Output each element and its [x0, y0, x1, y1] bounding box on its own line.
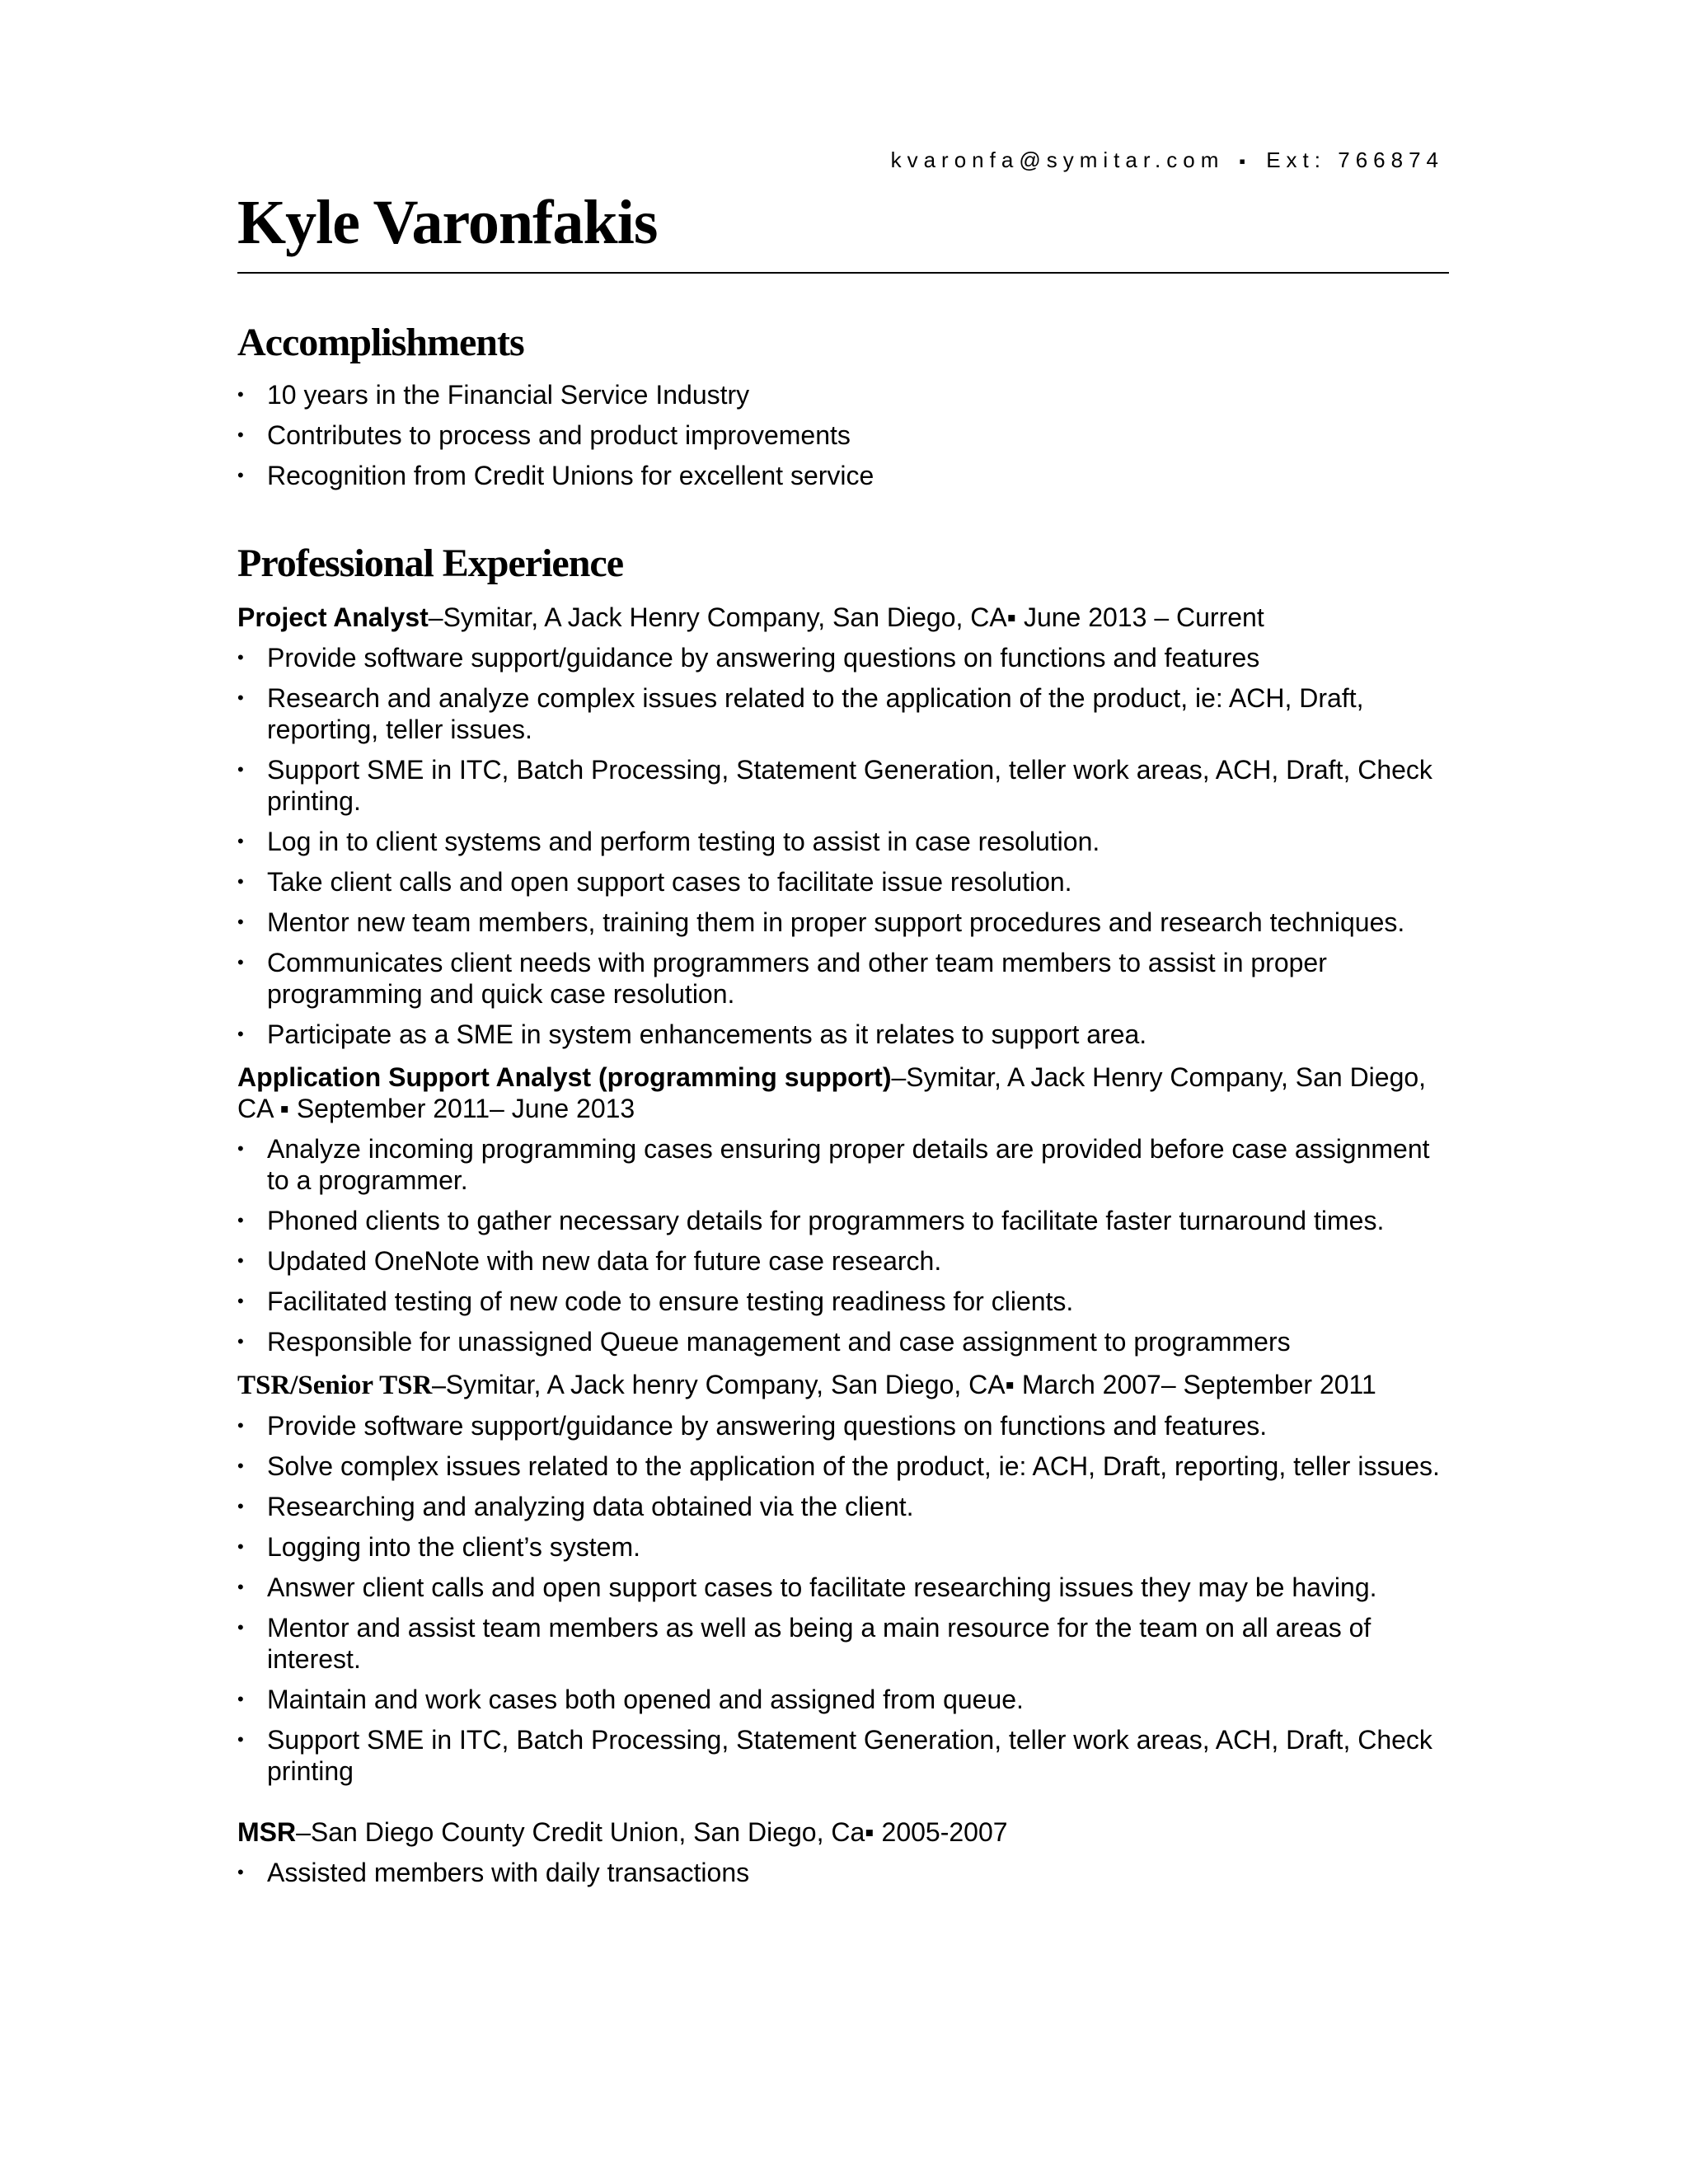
list-item: • Support SME in ITC, Batch Processing, Statement Generation, teller work areas, ACH, Draft, Check printing: [237, 1725, 1432, 1786]
header-divider: [237, 272, 1449, 274]
bullet-icon: •: [237, 871, 244, 892]
list-item: • Researching and analyzing data obtained via the client.: [237, 1492, 914, 1521]
list-item: • Mentor and assist team members as well as being a main resource for the team on all areas of interest.: [237, 1613, 1372, 1674]
bullet-icon: •: [237, 1496, 244, 1516]
bullet-icon: •: [237, 1577, 244, 1597]
bullet-icon: •: [237, 1536, 244, 1557]
list-item: • Participate as a SME in system enhancements as it relates to support area.: [237, 1019, 1147, 1049]
candidate-name: Kyle Varonfakis: [237, 188, 658, 257]
bullet-icon: •: [237, 1250, 244, 1271]
bullet-icon: •: [237, 1415, 244, 1436]
job-title: Application Support Analyst (programming support): [237, 1062, 892, 1092]
bullet-icon: •: [237, 647, 244, 668]
list-item: • Maintain and work cases both opened and assigned from queue.: [237, 1685, 1024, 1714]
job-heading: [237, 1062, 1449, 1124]
resume-page: [237, 145, 1449, 1888]
list-item: • Logging into the client’s system.: [237, 1532, 640, 1562]
bullet-icon: •: [237, 1331, 244, 1352]
list-item: • Research and analyze complex issues related to the application of the product, ie: ACH, Draft, reporting, teller issues.: [237, 683, 1364, 744]
job-title: MSR: [237, 1817, 297, 1847]
bullet-icon: •: [237, 687, 244, 708]
bullet-icon: •: [237, 384, 244, 405]
job-duties-list: [237, 1857, 1449, 1888]
bullet-icon: •: [237, 952, 244, 972]
list-item: • Phoned clients to gather necessary details for programmers to facilitate faster turnaround times.: [237, 1206, 1385, 1235]
job-details: –Symitar, A Jack Henry Company, San Diego, CA ▪ September 2011– June 2013: [237, 1062, 1427, 1123]
job-title: TSR/Senior TSR–: [237, 1371, 446, 1400]
bullet-icon: •: [237, 1862, 244, 1882]
list-item: • Provide software support/guidance by answering questions on functions and features: [237, 643, 1260, 673]
bullet-icon: •: [237, 759, 244, 780]
list-item: • Solve complex issues related to the application of the product, ie: ACH, Draft, reporting, teller issues.: [237, 1451, 1440, 1481]
accomplishments-heading: Accomplishments: [237, 321, 524, 364]
list-item: • Analyze incoming programming cases ensuring proper details are provided before case assignment to a programmer.: [237, 1134, 1430, 1195]
list-item: • Communicates client needs with programmers and other team members to assist in proper programming and quick case resolution.: [237, 948, 1327, 1009]
accomplishments-list: [237, 379, 1449, 491]
bullet-icon: •: [237, 912, 244, 932]
list-item: • Responsible for unassigned Queue management and case assignment to programmers: [237, 1327, 1291, 1357]
job-details: –San Diego County Credit Union, San Diego, Ca▪ 2005-2007: [296, 1817, 1008, 1847]
job-details: Symitar, A Jack henry Company, San Diego, CA▪ March 2007– September 2011: [445, 1370, 1376, 1399]
job-duties-list: [237, 1133, 1449, 1357]
job-heading: [237, 1816, 1449, 1848]
list-item: • Assisted members with daily transactions: [237, 1858, 750, 1887]
bullet-icon: •: [237, 465, 244, 485]
bullet-icon: •: [237, 1455, 244, 1476]
job-duties-list: [237, 642, 1449, 1050]
job-heading: [237, 1369, 1449, 1401]
list-item: • 10 years in the Financial Service Industry: [237, 380, 750, 410]
bullet-icon: •: [237, 1291, 244, 1311]
list-item: • Answer client calls and open support cases to facilitate researching issues they may be having.: [237, 1572, 1377, 1602]
contact-extension: Ext: 766874: [1266, 148, 1444, 172]
list-item: • Mentor new team members, training them in proper support procedures and research techniques.: [237, 907, 1405, 937]
bullet-icon: •: [237, 1210, 244, 1230]
job-title: Project Analyst: [237, 602, 429, 632]
job-details: –Symitar, A Jack Henry Company, San Diego, CA▪ June 2013 – Current: [428, 602, 1264, 632]
list-item: • Support SME in ITC, Batch Processing, Statement Generation, teller work areas, ACH, Draft, Check printing.: [237, 755, 1432, 816]
experience-heading: Professional Experience: [237, 541, 624, 585]
contact-separator: ▪: [1239, 151, 1252, 171]
bullet-icon: •: [237, 1024, 244, 1044]
bullet-icon: •: [237, 1138, 244, 1159]
bullet-icon: •: [237, 1617, 244, 1638]
list-item: • Updated OneNote with new data for future case research.: [237, 1246, 942, 1276]
contact-line: [237, 145, 1444, 175]
list-item: • Contributes to process and product improvements: [237, 420, 851, 450]
bullet-icon: •: [237, 424, 244, 445]
bullet-icon: •: [237, 831, 244, 851]
list-item: • Take client calls and open support cases to facilitate issue resolution.: [237, 867, 1072, 897]
job-heading: [237, 602, 1449, 633]
bullet-icon: •: [237, 1689, 244, 1709]
job-duties-list: [237, 1410, 1449, 1787]
list-item: • Log in to client systems and perform testing to assist in case resolution.: [237, 827, 1100, 856]
contact-email: kvaronfa@symitar.com: [890, 148, 1225, 172]
list-item: • Recognition from Credit Unions for excellent service: [237, 461, 874, 490]
bullet-icon: •: [237, 1729, 244, 1750]
list-item: • Facilitated testing of new code to ensure testing readiness for clients.: [237, 1286, 1074, 1316]
list-item: • Provide software support/guidance by answering questions on functions and features.: [237, 1411, 1268, 1441]
